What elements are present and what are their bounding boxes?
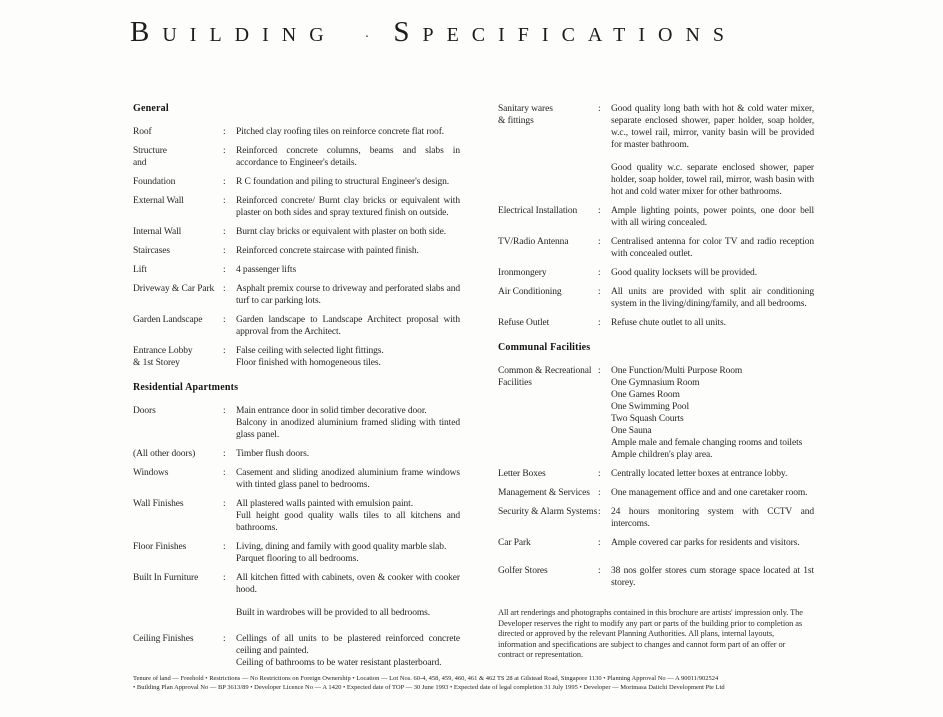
- footer: [133, 675, 923, 692]
- spec-description: [236, 541, 460, 565]
- spec-description: [611, 537, 814, 549]
- spec-desc-line: Reinforced concrete columns, beams and slabs in accordance to Engineer's details.: [236, 146, 460, 168]
- spec-desc-paragraph: [236, 264, 460, 276]
- spec-description: [236, 448, 460, 460]
- spec-desc-line: Ceiling of bathrooms to be water resistant plasterboard.: [236, 658, 442, 668]
- spec-term: [133, 314, 223, 326]
- spec-colon: :: [598, 488, 601, 498]
- spec-row: [498, 506, 814, 530]
- spec-desc-line: Reinforced concrete staircase with painted finish.: [236, 246, 419, 256]
- spec-term: [498, 365, 598, 389]
- spec-term-line: Facilities: [498, 378, 532, 388]
- spec-term: [498, 267, 598, 279]
- spec-desc-line: One Swimming Pool: [611, 402, 690, 412]
- spec-desc-paragraph: [611, 286, 814, 310]
- spec-desc-line: One management office and and one caretaker room.: [611, 488, 808, 498]
- spec-term-line: TV/Radio Antenna: [498, 237, 569, 247]
- spec-desc-paragraph: [236, 541, 460, 565]
- spec-colon: :: [223, 449, 226, 459]
- spec-colon: :: [223, 246, 226, 256]
- spec-row: [133, 226, 460, 238]
- spec-desc-paragraph: [611, 565, 814, 589]
- spec-desc-line: Centralised antenna for color TV and radio reception with concealed outlet.: [611, 237, 814, 259]
- spec-row: [498, 267, 814, 279]
- spec-desc-paragraph: [236, 145, 460, 169]
- spec-term: [133, 448, 223, 460]
- spec-colon: :: [223, 127, 226, 137]
- spec-description: [611, 487, 814, 499]
- spec-desc-line: False ceiling with selected light fittings.: [236, 346, 384, 356]
- spec-description: [611, 236, 814, 260]
- spec-row: [498, 487, 814, 499]
- spec-colon: :: [598, 104, 601, 114]
- spec-desc-line: Cellings of all units to be plastered reinforced concrete ceiling and painted.: [236, 634, 460, 656]
- spec-desc-line: Good quality locksets will be provided.: [611, 268, 757, 278]
- spec-term: [133, 176, 223, 188]
- spec-desc-paragraph: [236, 126, 460, 138]
- spec-term: [498, 506, 598, 518]
- spec-colon: :: [598, 507, 601, 517]
- spec-term: [133, 541, 223, 553]
- spec-term-line: Ironmongery: [498, 268, 547, 278]
- spec-desc-paragraph: [236, 195, 460, 219]
- spec-term: [498, 468, 598, 480]
- spec-colon: :: [598, 318, 601, 328]
- spec-description: [236, 467, 460, 491]
- spec-colon: :: [598, 469, 601, 479]
- spec-row: [133, 541, 460, 565]
- spec-term-line: Floor Finishes: [133, 542, 187, 552]
- spec-term-line: Common & Recreational: [498, 366, 592, 376]
- spec-term: [498, 487, 598, 499]
- spec-section: [498, 342, 814, 589]
- section-heading: General: [133, 103, 169, 114]
- spec-description: [611, 205, 814, 229]
- spec-colon: :: [223, 346, 226, 356]
- right-column-sections: [498, 103, 814, 589]
- spec-colon: :: [223, 196, 226, 206]
- spec-row: [133, 467, 460, 491]
- spec-description: [611, 267, 814, 279]
- spec-desc-line: Ample male and female changing rooms and toilets: [611, 438, 803, 448]
- spec-row: [498, 365, 814, 461]
- spec-term-line: & 1st Storey: [133, 358, 180, 368]
- spec-colon: :: [223, 406, 226, 416]
- spec-colon: :: [223, 265, 226, 275]
- spec-desc-line: Main entrance door in solid timber decorative door.: [236, 406, 427, 416]
- spec-desc-paragraph: [611, 236, 814, 260]
- spec-term-line: Security & Alarm Systems: [498, 507, 598, 517]
- spec-term-line: Wall Finishes: [133, 499, 184, 509]
- spec-desc-line: Two Squash Courts: [611, 414, 684, 424]
- spec-row: [498, 103, 814, 198]
- spec-colon: :: [223, 573, 226, 583]
- spec-description: [611, 317, 814, 329]
- spec-section: [133, 382, 460, 669]
- spec-desc-line: Ample children's play area.: [611, 450, 713, 460]
- spec-row: [498, 205, 814, 229]
- spec-term: [133, 405, 223, 417]
- spec-description: [236, 498, 460, 534]
- spec-term-line: Ceiling Finishes: [133, 634, 194, 644]
- spec-desc-line: One Games Room: [611, 390, 680, 400]
- spec-term: [133, 245, 223, 257]
- spec-description: [236, 245, 460, 257]
- spec-term: [498, 236, 598, 248]
- spec-desc-line: Centrally located letter boxes at entrance lobby.: [611, 469, 788, 479]
- spec-desc-line: Burnt clay bricks or equivalent with plaster on both side.: [236, 227, 447, 237]
- spec-term: [498, 103, 598, 127]
- spec-row: [133, 448, 460, 460]
- spec-colon: :: [598, 538, 601, 548]
- spec-desc-line: Refuse chute outlet to all units.: [611, 318, 726, 328]
- spec-desc-paragraph: [611, 103, 814, 151]
- right-column: [498, 103, 814, 661]
- spec-desc-line: 24 hours monitoring system with CCTV and intercoms.: [611, 507, 814, 529]
- footer-line-1: Tenure of land — Freehold • Restrictions — No Restrictions on Foreign Ownership • Location — Lot Nos. 60-4, 458, 459, 460, 461 & 462 TS 28 at Gilstead Road, Singapore 1130 • Planning Approval No — A 90011/902524: [133, 675, 719, 682]
- spec-row: [498, 565, 814, 589]
- title-word-specifications: SPECIFICATIONS: [393, 16, 738, 48]
- spec-desc-line: 38 nos golfer stores cum storage space located at 1st storey.: [611, 566, 814, 588]
- spec-desc-paragraph: [611, 365, 814, 461]
- spec-term-line: Entrance Lobby: [133, 346, 193, 356]
- spec-term-line: Sanitary wares: [498, 104, 553, 114]
- spec-description: [236, 176, 460, 188]
- spec-term: [133, 467, 223, 479]
- spec-desc-paragraph: [236, 498, 460, 534]
- spec-desc-paragraph: [236, 607, 460, 619]
- spec-row: [133, 264, 460, 276]
- spec-desc-line: Good quality long bath with hot & cold water mixer, separate enclosed shower, paper holder, soap holder, w.c., towel rail, mirror, vanity basin will be provided for master bathroom.: [611, 104, 814, 150]
- spec-colon: :: [223, 284, 226, 294]
- spec-colon: :: [223, 146, 226, 156]
- spec-desc-line: Living, dining and family with good quality marble slab.: [236, 542, 447, 552]
- spec-row: [498, 317, 814, 329]
- spec-desc-paragraph: [236, 245, 460, 257]
- spec-description: [236, 633, 460, 669]
- spec-desc-line: Asphalt premix course to driveway and perforated slabs and turf to car parking lots.: [236, 284, 460, 306]
- spec-row: [133, 195, 460, 219]
- spec-row: [498, 286, 814, 310]
- spec-colon: :: [598, 268, 601, 278]
- spec-desc-paragraph: [611, 468, 814, 480]
- spec-row: [133, 498, 460, 534]
- section-heading: Residential Apartments: [133, 382, 239, 393]
- title-word-building: BUILDING: [130, 16, 337, 48]
- spec-row: [133, 572, 460, 619]
- spec-description: [236, 145, 460, 169]
- spec-description: [611, 506, 814, 530]
- spec-term-line: Internal Wall: [133, 227, 182, 237]
- spec-term-line: External Wall: [133, 196, 184, 206]
- spec-section: [498, 103, 814, 329]
- spec-description: [236, 405, 460, 441]
- spec-desc-line: R C foundation and piling to structural Engineer's design.: [236, 177, 450, 187]
- spec-description: [236, 264, 460, 276]
- spec-row: [498, 468, 814, 480]
- spec-term-line: Roof: [133, 127, 152, 137]
- spec-description: [611, 365, 814, 461]
- spec-desc-paragraph: [236, 345, 460, 369]
- spec-term: [133, 283, 223, 295]
- spec-desc-paragraph: [236, 572, 460, 596]
- spec-term-line: (All other doors): [133, 449, 196, 459]
- spec-desc-paragraph: [611, 267, 814, 279]
- spec-term-line: Lift: [133, 265, 147, 275]
- spec-desc-paragraph: [236, 283, 460, 307]
- spec-term-line: Windows: [133, 468, 169, 478]
- spec-term: [498, 565, 598, 577]
- spec-desc-paragraph: [611, 487, 814, 499]
- spec-term-line: Doors: [133, 406, 156, 416]
- section-heading: Communal Facilities: [498, 342, 591, 353]
- spec-desc-line: Floor finished with homogeneous tiles.: [236, 358, 381, 368]
- spec-colon: :: [598, 237, 601, 247]
- spec-desc-line: Parquet flooring to all bedrooms.: [236, 554, 359, 564]
- spec-desc-line: Built in wardrobes will be provided to all bedrooms.: [236, 608, 431, 618]
- spec-row: [133, 314, 460, 338]
- spec-desc-paragraph: [611, 317, 814, 329]
- spec-desc-line: One Gymnasium Room: [611, 378, 700, 388]
- spec-term-line: Air Conditioning: [498, 287, 562, 297]
- spec-term-line: Structure: [133, 146, 167, 156]
- spec-term: [133, 126, 223, 138]
- spec-description: [236, 345, 460, 369]
- spec-desc-line: Casement and sliding anodized aluminium frame windows with tinted glass panel to bedrooms.: [236, 468, 460, 490]
- spec-row: [498, 537, 814, 549]
- spec-desc-line: Timber flush doors.: [236, 449, 309, 459]
- spec-term-line: Garden Landscape: [133, 315, 203, 325]
- spec-term-line: Golfer Stores: [498, 566, 548, 576]
- spec-row: [133, 245, 460, 257]
- spec-term-line: Built In Furniture: [133, 573, 199, 583]
- title-separator-dot: ·: [364, 30, 370, 45]
- footer-line-2: • Building Plan Approval No — BP 3613/89 • Developer Licence No — A 1420 • Expected date of TOP — 30 June 1993 • Expected date of legal completion 31 July 1995 • Developer — Morimasa Daiichi Development Pte Ltd: [133, 683, 725, 691]
- spec-term: [498, 286, 598, 298]
- spec-colon: :: [223, 542, 226, 552]
- spec-desc-paragraph: [236, 633, 460, 669]
- spec-desc-paragraph: [236, 314, 460, 338]
- spec-desc-line: All units are provided with split air conditioning system in the living/dining/family, and all bedrooms.: [611, 287, 814, 309]
- spec-description: [611, 565, 814, 589]
- spec-description: [236, 314, 460, 338]
- spec-description: [236, 572, 460, 619]
- spec-colon: :: [223, 177, 226, 187]
- spec-description: [611, 468, 814, 480]
- spec-desc-line: Full height good quality walls tiles to all kitchens and bathrooms.: [236, 511, 460, 533]
- spec-term-line: Foundation: [133, 177, 176, 187]
- spec-desc-line: Reinforced concrete/ Burnt clay bricks or equivalent with plaster on both sides and spray textured finish on outside.: [236, 196, 460, 218]
- spec-row: [133, 633, 460, 669]
- spec-term: [133, 498, 223, 510]
- spec-term: [133, 633, 223, 645]
- spec-colon: :: [223, 634, 226, 644]
- spec-term-line: Letter Boxes: [498, 469, 546, 479]
- spec-term: [498, 205, 598, 217]
- spec-section: [133, 103, 460, 369]
- spec-desc-paragraph: [236, 467, 460, 491]
- spec-term-line: Management & Services: [498, 488, 590, 498]
- spec-colon: :: [598, 366, 601, 376]
- spec-desc-line: All kitchen fitted with cabinets, oven & cooker with cooker hood.: [236, 573, 460, 595]
- spec-desc-paragraph: [236, 176, 460, 188]
- spec-term: [498, 537, 598, 549]
- spec-colon: :: [223, 227, 226, 237]
- spec-colon: :: [598, 566, 601, 576]
- spec-colon: :: [223, 468, 226, 478]
- spec-term-line: Refuse Outlet: [498, 318, 550, 328]
- spec-desc-line: Ample covered car parks for residents and visitors.: [611, 538, 800, 548]
- left-column-sections: [133, 103, 460, 669]
- spec-desc-paragraph: [611, 537, 814, 549]
- spec-colon: :: [223, 499, 226, 509]
- left-column: [133, 103, 460, 676]
- spec-colon: :: [598, 206, 601, 216]
- spec-term-line: Staircases: [133, 246, 170, 256]
- spec-desc-line: Ample lighting points, power points, one door bell with all wiring concealed.: [611, 206, 814, 228]
- spec-term-line: & fittings: [498, 116, 534, 126]
- spec-desc-paragraph: [611, 506, 814, 530]
- spec-row: [133, 145, 460, 169]
- spec-desc-line: All plastered walls painted with emulsion paint.: [236, 499, 413, 509]
- spec-description: [236, 126, 460, 138]
- spec-description: [611, 103, 814, 198]
- spec-row: [133, 283, 460, 307]
- spec-desc-paragraph: [236, 405, 460, 441]
- spec-desc-line: Garden landscape to Landscape Architect proposal with approval from the Architect.: [236, 315, 460, 337]
- spec-desc-line: Balcony in anodized aluminium framed sliding with tinted glass panel.: [236, 418, 460, 440]
- spec-row: [133, 126, 460, 138]
- spec-colon: :: [223, 315, 226, 325]
- spec-desc-paragraph: [236, 226, 460, 238]
- spec-row: [133, 176, 460, 188]
- spec-term: [133, 264, 223, 276]
- spec-desc-paragraph: [611, 205, 814, 229]
- spec-term: [133, 345, 223, 369]
- spec-desc-line: Good quality w.c. separate enclosed shower, paper holder, soap holder, towel rail, mirror, wash basin with hot and cold water mixer for other bathrooms.: [611, 163, 814, 197]
- spec-term: [133, 145, 223, 169]
- spec-term-line: and: [133, 158, 147, 168]
- spec-term: [133, 572, 223, 584]
- spec-term: [498, 317, 598, 329]
- spec-desc-line: Pitched clay roofing tiles on reinforce concrete flat roof.: [236, 127, 445, 137]
- spec-term-line: Electrical Installation: [498, 206, 578, 216]
- spec-description: [236, 283, 460, 307]
- spec-term-line: Car Park: [498, 538, 531, 548]
- disclaimer-text: All art renderings and photographs contained in this brochure are artists' impression only. The Developer reserves the right to modify any part or parts of the building prior to completion as directed or approved by the relevant Planning Authorities. All plans, internal layouts, information and specifications are subject to changes and cannot form part of an offer or contract or representation.: [498, 608, 803, 660]
- spec-row: [133, 345, 460, 369]
- spec-desc-line: 4 passenger lifts: [236, 265, 297, 275]
- spec-description: [236, 195, 460, 219]
- spec-desc-line: One Function/Multi Purpose Room: [611, 366, 743, 376]
- spec-desc-paragraph: [236, 448, 460, 460]
- spec-row: [133, 405, 460, 441]
- spec-term: [133, 195, 223, 207]
- spec-term: [133, 226, 223, 238]
- spec-row: [498, 236, 814, 260]
- spec-term-line: Driveway & Car Park: [133, 284, 215, 294]
- spec-desc-line: One Sauna: [611, 426, 652, 436]
- spec-colon: :: [598, 287, 601, 297]
- spec-description: [611, 286, 814, 310]
- spec-description: [236, 226, 460, 238]
- spec-desc-paragraph: [611, 162, 814, 198]
- page-title: [130, 16, 820, 49]
